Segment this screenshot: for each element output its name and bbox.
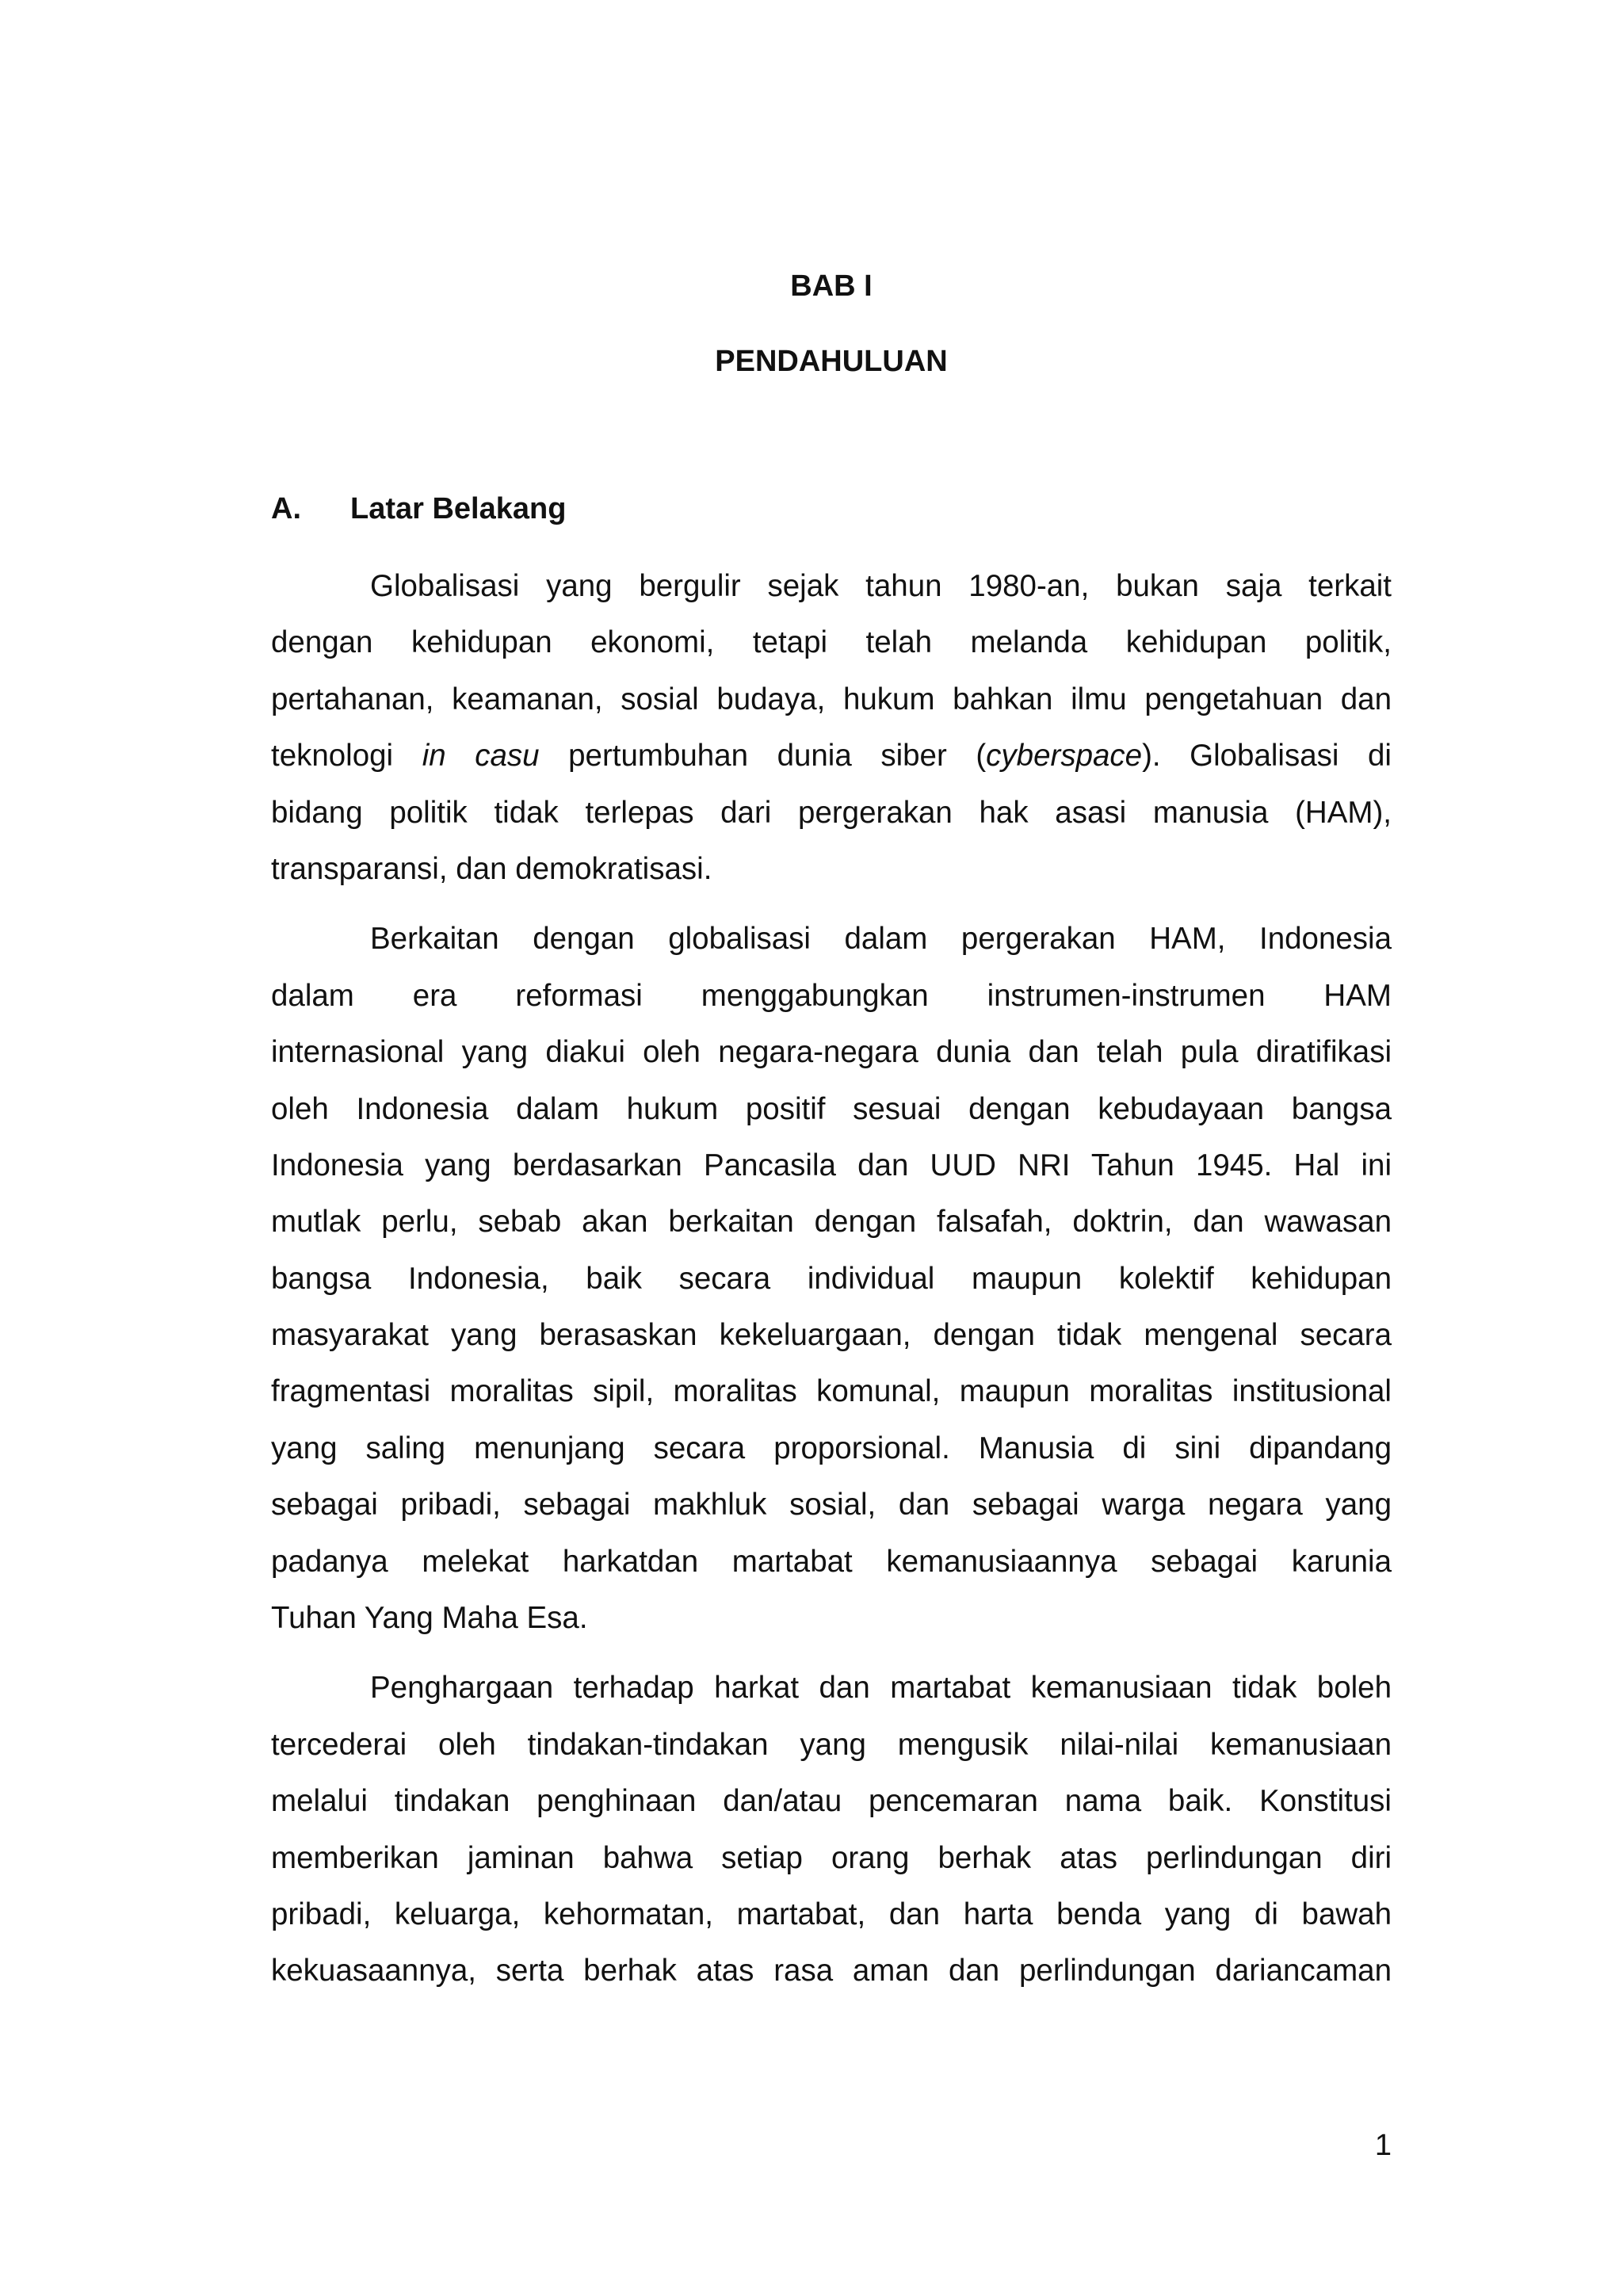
text-line: dalam era reformasi menggabungkan instrumen-instrumen HAM	[271, 978, 1392, 1013]
text-line: Tuhan Yang Maha Esa.	[271, 1601, 588, 1636]
text-segment: pertumbuhan dunia siber (	[539, 739, 987, 774]
text-line: mutlak perlu, sebab akan berkaitan dengan falsafah, doktrin, dan wawasan	[271, 1205, 1392, 1240]
text-line	[271, 728, 1392, 784]
text-line: padanya melekat harkatdan martabat kemanusiaannya sebagai karunia	[271, 1544, 1392, 1579]
text-line: bangsa Indonesia, baik secara individual maupun kolektif kehidupan	[271, 1261, 1392, 1296]
text-line: tercederai oleh tindakan-tindakan yang mengusik nilai-nilai kemanusiaan	[271, 1727, 1392, 1762]
text-line: Penghargaan terhadap harkat dan martabat kemanusiaan tidak boleh	[370, 1671, 1392, 1706]
text-line: kekuasaannya, serta berhak atas rasa aman dan perlindungan dariancaman	[271, 1954, 1392, 1988]
text-line: Globalisasi yang bergulir sejak tahun 1980-an, bukan saja terkait	[370, 569, 1392, 603]
section-heading	[271, 490, 566, 528]
text-line: pribadi, keluarga, kehormatan, martabat, dan harta benda yang di bawah	[271, 1897, 1392, 1931]
italic-term: cyberspace	[986, 739, 1143, 774]
text-line: yang saling menunjang secara proporsional. Manusia di sini dipandang	[271, 1431, 1392, 1465]
text-line: Berkaitan dengan globalisasi dalam pergerakan HAM, Indonesia	[370, 922, 1392, 957]
text-segment: teknologi	[271, 739, 422, 774]
paragraph	[271, 558, 1392, 897]
text-line: oleh Indonesia dalam hukum positif sesuai dengan kebudayaan bangsa	[271, 1091, 1392, 1126]
text-line: fragmentasi moralitas sipil, moralitas komunal, maupun moralitas institusional	[271, 1374, 1392, 1409]
text-line: transparansi, dan demokratisasi.	[271, 851, 712, 886]
paragraph	[271, 911, 1392, 1646]
chapter-title: PENDAHULUAN	[715, 345, 948, 378]
paragraph	[271, 1660, 1392, 1999]
body-text	[271, 558, 1392, 2000]
text-line: bidang politik tidak terlepas dari pergerakan hak asasi manusia (HAM),	[271, 795, 1392, 830]
text-line: dengan kehidupan ekonomi, tetapi telah melanda kehidupan politik,	[271, 625, 1392, 660]
text-line: pertahanan, keamanan, sosial budaya, hukum bahkan ilmu pengetahuan dan	[271, 682, 1392, 716]
chapter-number: BAB I	[790, 269, 873, 303]
section-letter: A.	[271, 492, 301, 525]
section-title: Latar Belakang	[350, 492, 567, 525]
text-line: melalui tindakan penghinaan dan/atau pencemaran nama baik. Konstitusi	[271, 1784, 1392, 1819]
text-line: sebagai pribadi, sebagai makhluk sosial, dan sebagai warga negara yang	[271, 1488, 1392, 1522]
text-line: internasional yang diakui oleh negara-negara dunia dan telah pula diratifikasi	[271, 1035, 1392, 1070]
page-number: 1	[1374, 2129, 1392, 2162]
italic-term: in casu	[422, 739, 540, 774]
text-line: masyarakat yang berasaskan kekeluargaan, dengan tidak mengenal secara	[271, 1318, 1392, 1353]
text-line: memberikan jaminan bahwa setiap orang berhak atas perlindungan diri	[271, 1840, 1392, 1875]
text-segment: ). Globalisasi di	[1142, 739, 1392, 774]
text-line: Indonesia yang berdasarkan Pancasila dan UUD NRI Tahun 1945. Hal ini	[271, 1148, 1392, 1182]
